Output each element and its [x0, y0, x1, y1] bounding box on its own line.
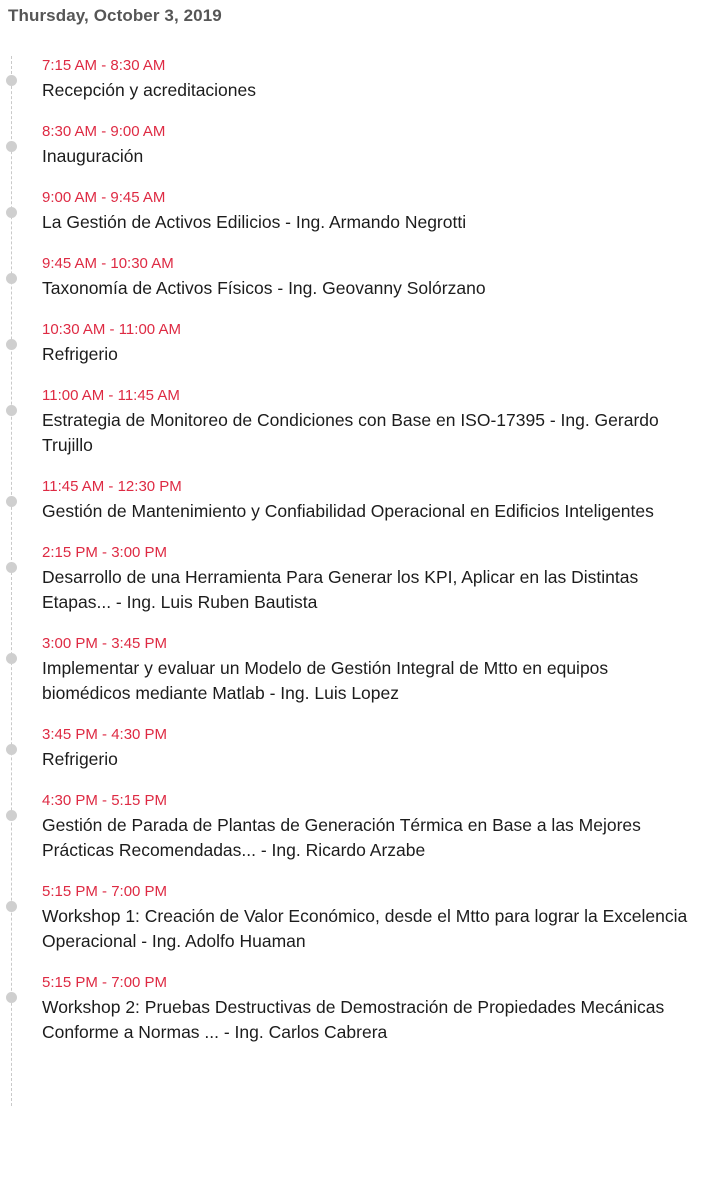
session-time: 5:15 PM - 7:00 PM: [42, 883, 168, 900]
session-time: 3:00 PM - 3:45 PM: [42, 635, 168, 652]
session-time: 3:45 PM - 4:30 PM: [42, 726, 168, 743]
session-title: Gestión de Parada de Plantas de Generación Térmica en Base a las Mejores Prácticas Recomendadas... - Ing. Ricardo Arzabe: [42, 815, 641, 860]
session-title: Workshop 1: Creación de Valor Económico, desde el Mtto para lograr la Excelencia Operacional - Ing. Adolfo Huaman: [42, 906, 688, 951]
session-item[interactable]: [0, 122, 706, 169]
session-title: Taxonomía de Activos Físicos - Ing. Geovanny Solórzano: [42, 278, 486, 298]
timeline-dot-icon: [6, 405, 17, 416]
session-time: 7:15 AM - 8:30 AM: [42, 57, 166, 74]
session-time: 4:30 PM - 5:15 PM: [42, 792, 168, 809]
session-title: Inauguración: [42, 146, 144, 166]
timeline-dot-icon: [6, 992, 17, 1003]
session-item[interactable]: [0, 973, 706, 1045]
session-title: Gestión de Mantenimiento y Confiabilidad Operacional en Edificios Inteligentes: [42, 501, 654, 521]
session-item[interactable]: [0, 320, 706, 367]
timeline-dot-icon: [6, 562, 17, 573]
timeline-dot-icon: [6, 901, 17, 912]
timeline-dot-icon: [6, 207, 17, 218]
session-item[interactable]: [0, 543, 706, 615]
session-item[interactable]: [0, 882, 706, 954]
timeline-dot-icon: [6, 339, 17, 350]
timeline-dot-icon: [6, 744, 17, 755]
session-time: 9:00 AM - 9:45 AM: [42, 189, 166, 206]
session-item[interactable]: [0, 188, 706, 235]
agenda-timeline: [0, 56, 706, 1064]
timeline-dot-icon: [6, 75, 17, 86]
timeline-dot-icon: [6, 141, 17, 152]
session-time: 11:00 AM - 11:45 AM: [42, 387, 180, 404]
session-time: 11:45 AM - 12:30 PM: [42, 478, 182, 495]
session-title: Implementar y evaluar un Modelo de Gestión Integral de Mtto en equipos biomédicos mediante Matlab - Ing. Luis Lopez: [42, 658, 609, 703]
session-title: Desarrollo de una Herramienta Para Generar los KPI, Aplicar en las Distintas Etapas... - Ing. Luis Ruben Bautista: [42, 567, 639, 612]
timeline-dot-icon: [6, 496, 17, 507]
session-title: Refrigerio: [42, 344, 118, 364]
session-item[interactable]: [0, 477, 706, 524]
day-title: Thursday, October 3, 2019: [8, 6, 222, 25]
session-time: 8:30 AM - 9:00 AM: [42, 123, 166, 140]
timeline-dot-icon: [6, 810, 17, 821]
session-title: La Gestión de Activos Edilicios - Ing. Armando Negrotti: [42, 212, 467, 232]
session-time: 2:15 PM - 3:00 PM: [42, 544, 168, 561]
session-item[interactable]: [0, 634, 706, 706]
session-item[interactable]: [0, 791, 706, 863]
session-time: 9:45 AM - 10:30 AM: [42, 255, 174, 272]
session-title: Workshop 2: Pruebas Destructivas de Demostración de Propiedades Mecánicas Conforme a Normas ... - Ing. Carlos Cabrera: [42, 997, 665, 1042]
session-title: Estrategia de Monitoreo de Condiciones con Base en ISO-17395 - Ing. Gerardo Trujillo: [42, 410, 659, 455]
session-item[interactable]: [0, 56, 706, 103]
session-item[interactable]: [0, 725, 706, 772]
session-time: 10:30 AM - 11:00 AM: [42, 321, 181, 338]
session-item[interactable]: [0, 386, 706, 458]
session-title: Refrigerio: [42, 749, 118, 769]
session-item[interactable]: [0, 254, 706, 301]
timeline-dot-icon: [6, 653, 17, 664]
session-time: 5:15 PM - 7:00 PM: [42, 974, 168, 991]
timeline-dot-icon: [6, 273, 17, 284]
session-title: Recepción y acreditaciones: [42, 80, 257, 100]
